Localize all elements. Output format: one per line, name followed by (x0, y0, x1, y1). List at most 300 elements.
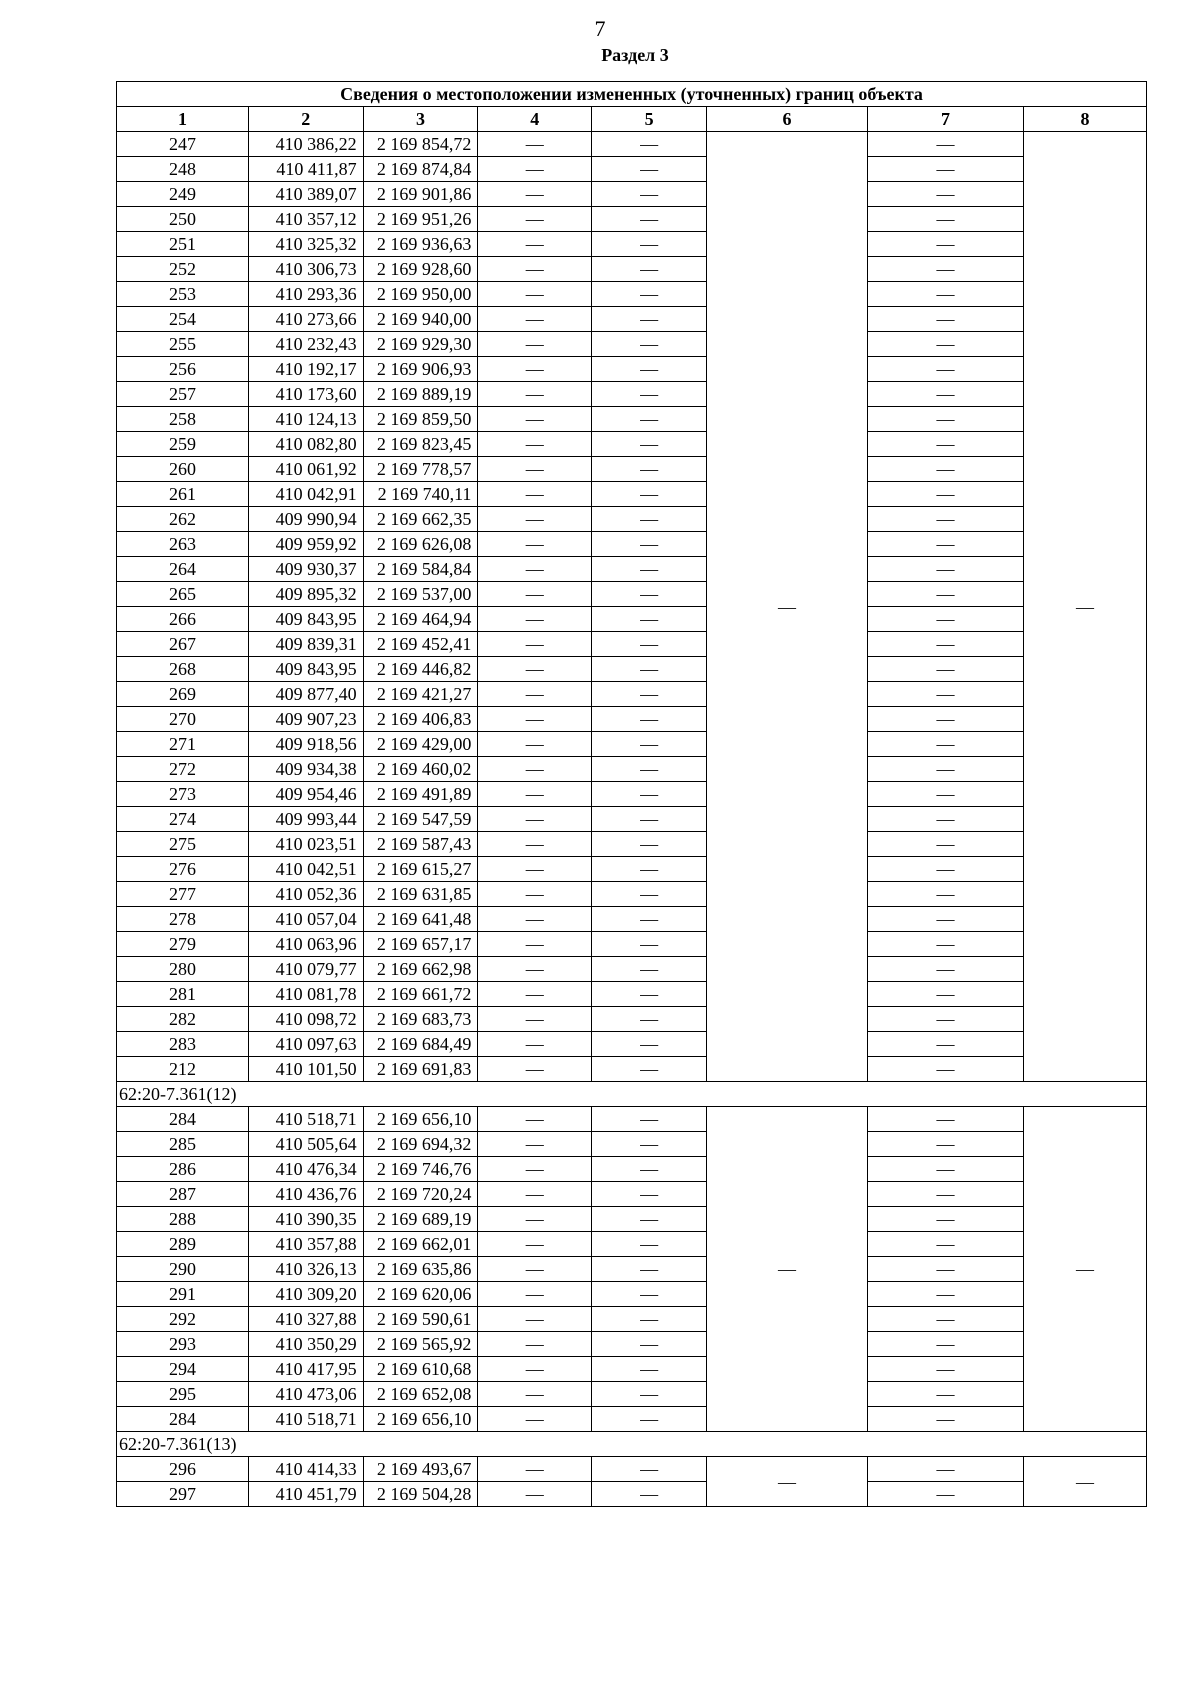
column-7-value: — (868, 1107, 1024, 1132)
column-5-value: — (592, 407, 707, 432)
column-5-value: — (592, 1207, 707, 1232)
point-number: 288 (117, 1207, 249, 1232)
column-7-value: — (868, 1357, 1024, 1382)
coordinate-y: 2 169 460,02 (363, 757, 478, 782)
column-7-value: — (868, 607, 1024, 632)
coordinate-y: 2 169 928,60 (363, 257, 478, 282)
column-7-value: — (868, 557, 1024, 582)
table-row (117, 707, 1147, 732)
column-header-1: 1 (117, 107, 249, 132)
coordinate-y: 2 169 464,94 (363, 607, 478, 632)
point-number: 275 (117, 832, 249, 857)
coordinate-x: 410 079,77 (248, 957, 363, 982)
column-4-value: — (478, 1032, 592, 1057)
table-row (117, 1182, 1147, 1207)
point-number: 256 (117, 357, 249, 382)
column-8-merged-value: — (1024, 1107, 1147, 1432)
column-5-value: — (592, 1107, 707, 1132)
column-6-merged-value: — (706, 132, 867, 1082)
coordinate-x: 410 082,80 (248, 432, 363, 457)
group-label: 62:20-7.361(13) (117, 1432, 1147, 1457)
column-5-value: — (592, 1357, 707, 1382)
column-7-value: — (868, 507, 1024, 532)
point-number: 291 (117, 1282, 249, 1307)
column-7-value: — (868, 632, 1024, 657)
column-7-value: — (868, 332, 1024, 357)
coordinate-x: 410 518,71 (248, 1407, 363, 1432)
table-row (117, 1407, 1147, 1432)
table-row (117, 1207, 1147, 1232)
coordinate-x: 410 098,72 (248, 1007, 363, 1032)
column-5-value: — (592, 457, 707, 482)
table-row (117, 1307, 1147, 1332)
column-4-value: — (478, 232, 592, 257)
column-7-value: — (868, 907, 1024, 932)
column-7-value: — (868, 982, 1024, 1007)
column-4-value: — (478, 132, 592, 157)
coordinate-x: 410 414,33 (248, 1457, 363, 1482)
column-header-row (117, 107, 1147, 132)
column-5-value: — (592, 307, 707, 332)
coordinate-y: 2 169 429,00 (363, 732, 478, 757)
column-7-value: — (868, 1157, 1024, 1182)
table-row (117, 657, 1147, 682)
coordinate-x: 410 325,32 (248, 232, 363, 257)
point-number: 268 (117, 657, 249, 682)
point-number: 251 (117, 232, 249, 257)
point-number: 282 (117, 1007, 249, 1032)
column-header-2: 2 (248, 107, 363, 132)
column-4-value: — (478, 257, 592, 282)
point-number: 297 (117, 1482, 249, 1507)
table-row (117, 182, 1147, 207)
column-7-value: — (868, 932, 1024, 957)
coordinate-y: 2 169 590,61 (363, 1307, 478, 1332)
column-4-value: — (478, 957, 592, 982)
table-row (117, 282, 1147, 307)
column-5-value: — (592, 632, 707, 657)
column-5-value: — (592, 1307, 707, 1332)
table-caption: Сведения о местоположении измененных (уточненных) границ объекта (117, 82, 1147, 107)
coordinate-y: 2 169 940,00 (363, 307, 478, 332)
column-4-value: — (478, 1307, 592, 1332)
column-5-value: — (592, 182, 707, 207)
column-5-value: — (592, 757, 707, 782)
column-4-value: — (478, 332, 592, 357)
coordinate-y: 2 169 778,57 (363, 457, 478, 482)
column-4-value: — (478, 1132, 592, 1157)
coordinate-y: 2 169 694,32 (363, 1132, 478, 1157)
column-7-value: — (868, 207, 1024, 232)
coordinate-x: 410 081,78 (248, 982, 363, 1007)
column-4-value: — (478, 1357, 592, 1382)
point-number: 277 (117, 882, 249, 907)
point-number: 254 (117, 307, 249, 332)
coordinate-y: 2 169 936,63 (363, 232, 478, 257)
column-7-value: — (868, 707, 1024, 732)
point-number: 290 (117, 1257, 249, 1282)
table-row (117, 982, 1147, 1007)
column-4-value: — (478, 432, 592, 457)
table-row (117, 357, 1147, 382)
coordinate-x: 410 023,51 (248, 832, 363, 857)
column-5-value: — (592, 232, 707, 257)
column-5-value: — (592, 1157, 707, 1182)
coordinate-y: 2 169 565,92 (363, 1332, 478, 1357)
column-4-value: — (478, 782, 592, 807)
point-number: 262 (117, 507, 249, 532)
coordinate-x: 410 101,50 (248, 1057, 363, 1082)
coordinate-x: 410 386,22 (248, 132, 363, 157)
column-7-value: — (868, 307, 1024, 332)
table-row (117, 907, 1147, 932)
column-5-value: — (592, 907, 707, 932)
coordinate-y: 2 169 656,10 (363, 1407, 478, 1432)
coordinate-x: 410 327,88 (248, 1307, 363, 1332)
column-5-value: — (592, 732, 707, 757)
coordinate-y: 2 169 874,84 (363, 157, 478, 182)
point-number: 284 (117, 1107, 249, 1132)
column-7-value: — (868, 832, 1024, 857)
column-8-merged-value: — (1024, 132, 1147, 1082)
point-number: 249 (117, 182, 249, 207)
column-4-value: — (478, 1332, 592, 1357)
coordinate-y: 2 169 720,24 (363, 1182, 478, 1207)
column-5-value: — (592, 1457, 707, 1482)
column-header-4: 4 (478, 107, 592, 132)
column-4-value: — (478, 482, 592, 507)
table-row (117, 857, 1147, 882)
column-5-value: — (592, 857, 707, 882)
point-number: 257 (117, 382, 249, 407)
table-row (117, 1482, 1147, 1507)
point-number: 263 (117, 532, 249, 557)
column-4-value: — (478, 1482, 592, 1507)
column-4-value: — (478, 932, 592, 957)
coordinate-x: 410 042,91 (248, 482, 363, 507)
column-5-value: — (592, 1257, 707, 1282)
coordinate-y: 2 169 446,82 (363, 657, 478, 682)
column-4-value: — (478, 632, 592, 657)
column-5-value: — (592, 282, 707, 307)
group-label-row (117, 1432, 1147, 1457)
column-4-value: — (478, 457, 592, 482)
point-number: 260 (117, 457, 249, 482)
table-row (117, 1357, 1147, 1382)
coordinate-x: 410 063,96 (248, 932, 363, 957)
coordinate-x: 409 930,37 (248, 557, 363, 582)
column-7-value: — (868, 357, 1024, 382)
table-row (117, 1157, 1147, 1182)
column-5-value: — (592, 157, 707, 182)
coordinate-x: 410 326,13 (248, 1257, 363, 1282)
column-5-value: — (592, 657, 707, 682)
table-row (117, 482, 1147, 507)
point-number: 292 (117, 1307, 249, 1332)
column-4-value: — (478, 357, 592, 382)
page-number: 7 (594, 16, 606, 41)
column-8-merged-value: — (1024, 1457, 1147, 1507)
coordinate-y: 2 169 652,08 (363, 1382, 478, 1407)
table-row (117, 957, 1147, 982)
point-number: 279 (117, 932, 249, 957)
column-5-value: — (592, 582, 707, 607)
coordinate-y: 2 169 452,41 (363, 632, 478, 657)
point-number: 296 (117, 1457, 249, 1482)
coordinate-y: 2 169 929,30 (363, 332, 478, 357)
column-4-value: — (478, 1207, 592, 1232)
column-4-value: — (478, 1257, 592, 1282)
column-4-value: — (478, 1382, 592, 1407)
column-4-value: — (478, 157, 592, 182)
point-number: 285 (117, 1132, 249, 1157)
table-body (117, 132, 1147, 1507)
point-number: 274 (117, 807, 249, 832)
column-5-value: — (592, 782, 707, 807)
table-row (117, 1107, 1147, 1132)
column-4-value: — (478, 1007, 592, 1032)
coordinate-y: 2 169 537,00 (363, 582, 478, 607)
point-number: 278 (117, 907, 249, 932)
column-5-value: — (592, 1382, 707, 1407)
column-4-value: — (478, 607, 592, 632)
table-row (117, 207, 1147, 232)
column-header-8: 8 (1024, 107, 1147, 132)
column-4-value: — (478, 307, 592, 332)
coordinate-x: 410 124,13 (248, 407, 363, 432)
table-row (117, 1457, 1147, 1482)
column-5-value: — (592, 807, 707, 832)
table-row (117, 432, 1147, 457)
coordinate-y: 2 169 620,06 (363, 1282, 478, 1307)
table-row (117, 782, 1147, 807)
column-5-value: — (592, 1132, 707, 1157)
table-row (117, 1032, 1147, 1057)
point-number: 247 (117, 132, 249, 157)
column-5-value: — (592, 507, 707, 532)
column-7-value: — (868, 1482, 1024, 1507)
point-number: 266 (117, 607, 249, 632)
column-7-value: — (868, 432, 1024, 457)
column-5-value: — (592, 1407, 707, 1432)
point-number: 269 (117, 682, 249, 707)
coordinate-y: 2 169 662,35 (363, 507, 478, 532)
coordinate-x: 410 232,43 (248, 332, 363, 357)
table-caption-row (117, 82, 1147, 107)
column-7-value: — (868, 857, 1024, 882)
table-row (117, 1057, 1147, 1082)
point-number: 264 (117, 557, 249, 582)
column-5-value: — (592, 832, 707, 857)
coordinate-y: 2 169 901,86 (363, 182, 478, 207)
point-number: 265 (117, 582, 249, 607)
table-row (117, 807, 1147, 832)
column-4-value: — (478, 1232, 592, 1257)
column-7-value: — (868, 532, 1024, 557)
column-4-value: — (478, 1157, 592, 1182)
coordinate-y: 2 169 641,48 (363, 907, 478, 932)
column-4-value: — (478, 907, 592, 932)
coordinate-x: 409 843,95 (248, 657, 363, 682)
column-7-value: — (868, 1332, 1024, 1357)
coordinate-y: 2 169 662,01 (363, 1232, 478, 1257)
column-7-value: — (868, 1307, 1024, 1332)
coordinate-x: 410 518,71 (248, 1107, 363, 1132)
point-number: 286 (117, 1157, 249, 1182)
coordinate-y: 2 169 657,17 (363, 932, 478, 957)
coordinate-x: 410 057,04 (248, 907, 363, 932)
coordinate-y: 2 169 951,26 (363, 207, 478, 232)
coordinate-x: 410 389,07 (248, 182, 363, 207)
coordinate-y: 2 169 684,49 (363, 1032, 478, 1057)
point-number: 270 (117, 707, 249, 732)
coordinate-x: 410 097,63 (248, 1032, 363, 1057)
table-row (117, 882, 1147, 907)
coordinate-y: 2 169 406,83 (363, 707, 478, 732)
column-5-value: — (592, 557, 707, 582)
column-7-value: — (868, 582, 1024, 607)
column-7-value: — (868, 407, 1024, 432)
coordinate-x: 410 293,36 (248, 282, 363, 307)
column-7-value: — (868, 882, 1024, 907)
table-row (117, 757, 1147, 782)
column-5-value: — (592, 1482, 707, 1507)
column-7-value: — (868, 257, 1024, 282)
coordinate-x: 409 895,32 (248, 582, 363, 607)
column-4-value: — (478, 507, 592, 532)
coordinate-y: 2 169 547,59 (363, 807, 478, 832)
table-row (117, 307, 1147, 332)
coordinate-x: 410 273,66 (248, 307, 363, 332)
point-number: 250 (117, 207, 249, 232)
table-row (117, 1232, 1147, 1257)
coordinate-x: 410 473,06 (248, 1382, 363, 1407)
coordinate-x: 409 959,92 (248, 532, 363, 557)
column-5-value: — (592, 1232, 707, 1257)
coordinate-x: 409 934,38 (248, 757, 363, 782)
coordinate-x: 409 877,40 (248, 682, 363, 707)
table-row (117, 407, 1147, 432)
column-7-value: — (868, 1232, 1024, 1257)
coordinate-x: 410 309,20 (248, 1282, 363, 1307)
group-label-row (117, 1082, 1147, 1107)
table-row (117, 832, 1147, 857)
column-4-value: — (478, 532, 592, 557)
coordinate-y: 2 169 662,98 (363, 957, 478, 982)
coordinate-x: 409 918,56 (248, 732, 363, 757)
point-number: 212 (117, 1057, 249, 1082)
point-number: 294 (117, 1357, 249, 1382)
point-number: 272 (117, 757, 249, 782)
column-5-value: — (592, 532, 707, 557)
point-number: 287 (117, 1182, 249, 1207)
coordinate-x: 410 476,34 (248, 1157, 363, 1182)
group-label: 62:20-7.361(12) (117, 1082, 1147, 1107)
table-row (117, 582, 1147, 607)
coordinate-x: 409 839,31 (248, 632, 363, 657)
column-4-value: — (478, 382, 592, 407)
column-7-value: — (868, 382, 1024, 407)
column-7-value: — (868, 657, 1024, 682)
column-5-value: — (592, 1057, 707, 1082)
column-7-value: — (868, 157, 1024, 182)
coordinate-y: 2 169 859,50 (363, 407, 478, 432)
column-header-7: 7 (868, 107, 1024, 132)
coordinate-y: 2 169 683,73 (363, 1007, 478, 1032)
point-number: 289 (117, 1232, 249, 1257)
column-7-value: — (868, 957, 1024, 982)
point-number: 280 (117, 957, 249, 982)
coordinate-y: 2 169 421,27 (363, 682, 478, 707)
column-5-value: — (592, 207, 707, 232)
point-number: 252 (117, 257, 249, 282)
coordinate-x: 410 173,60 (248, 382, 363, 407)
coordinate-y: 2 169 635,86 (363, 1257, 478, 1282)
coordinate-x: 410 411,87 (248, 157, 363, 182)
column-7-value: — (868, 282, 1024, 307)
coordinate-x: 410 451,79 (248, 1482, 363, 1507)
column-5-value: — (592, 957, 707, 982)
column-5-value: — (592, 432, 707, 457)
column-4-value: — (478, 582, 592, 607)
coordinate-y: 2 169 656,10 (363, 1107, 478, 1132)
point-number: 253 (117, 282, 249, 307)
column-7-value: — (868, 457, 1024, 482)
coordinate-y: 2 169 615,27 (363, 857, 478, 882)
coordinate-x: 410 042,51 (248, 857, 363, 882)
column-7-value: — (868, 1407, 1024, 1432)
coordinate-x: 409 993,44 (248, 807, 363, 832)
point-number: 259 (117, 432, 249, 457)
column-5-value: — (592, 357, 707, 382)
column-4-value: — (478, 407, 592, 432)
coordinate-y: 2 169 610,68 (363, 1357, 478, 1382)
table-row (117, 507, 1147, 532)
column-7-value: — (868, 482, 1024, 507)
point-number: 281 (117, 982, 249, 1007)
coordinate-y: 2 169 493,67 (363, 1457, 478, 1482)
coordinate-y: 2 169 661,72 (363, 982, 478, 1007)
coordinate-y: 2 169 854,72 (363, 132, 478, 157)
column-4-value: — (478, 757, 592, 782)
table-row (117, 557, 1147, 582)
column-7-value: — (868, 1132, 1024, 1157)
coordinate-y: 2 169 626,08 (363, 532, 478, 557)
coordinate-x: 410 357,88 (248, 1232, 363, 1257)
table-row (117, 382, 1147, 407)
column-7-value: — (868, 807, 1024, 832)
column-4-value: — (478, 1407, 592, 1432)
column-5-value: — (592, 132, 707, 157)
column-header-5: 5 (592, 107, 707, 132)
column-5-value: — (592, 332, 707, 357)
point-number: 267 (117, 632, 249, 657)
coordinate-y: 2 169 823,45 (363, 432, 478, 457)
coordinate-x: 410 390,35 (248, 1207, 363, 1232)
coordinate-y: 2 169 740,11 (363, 482, 478, 507)
coordinate-x: 410 350,29 (248, 1332, 363, 1357)
table-row (117, 1382, 1147, 1407)
column-7-value: — (868, 1457, 1024, 1482)
table-row (117, 1332, 1147, 1357)
coordinate-x: 410 192,17 (248, 357, 363, 382)
table-row (117, 132, 1147, 157)
table-row (117, 732, 1147, 757)
column-4-value: — (478, 657, 592, 682)
table-row (117, 232, 1147, 257)
coordinate-x: 409 907,23 (248, 707, 363, 732)
coordinate-x: 409 990,94 (248, 507, 363, 532)
